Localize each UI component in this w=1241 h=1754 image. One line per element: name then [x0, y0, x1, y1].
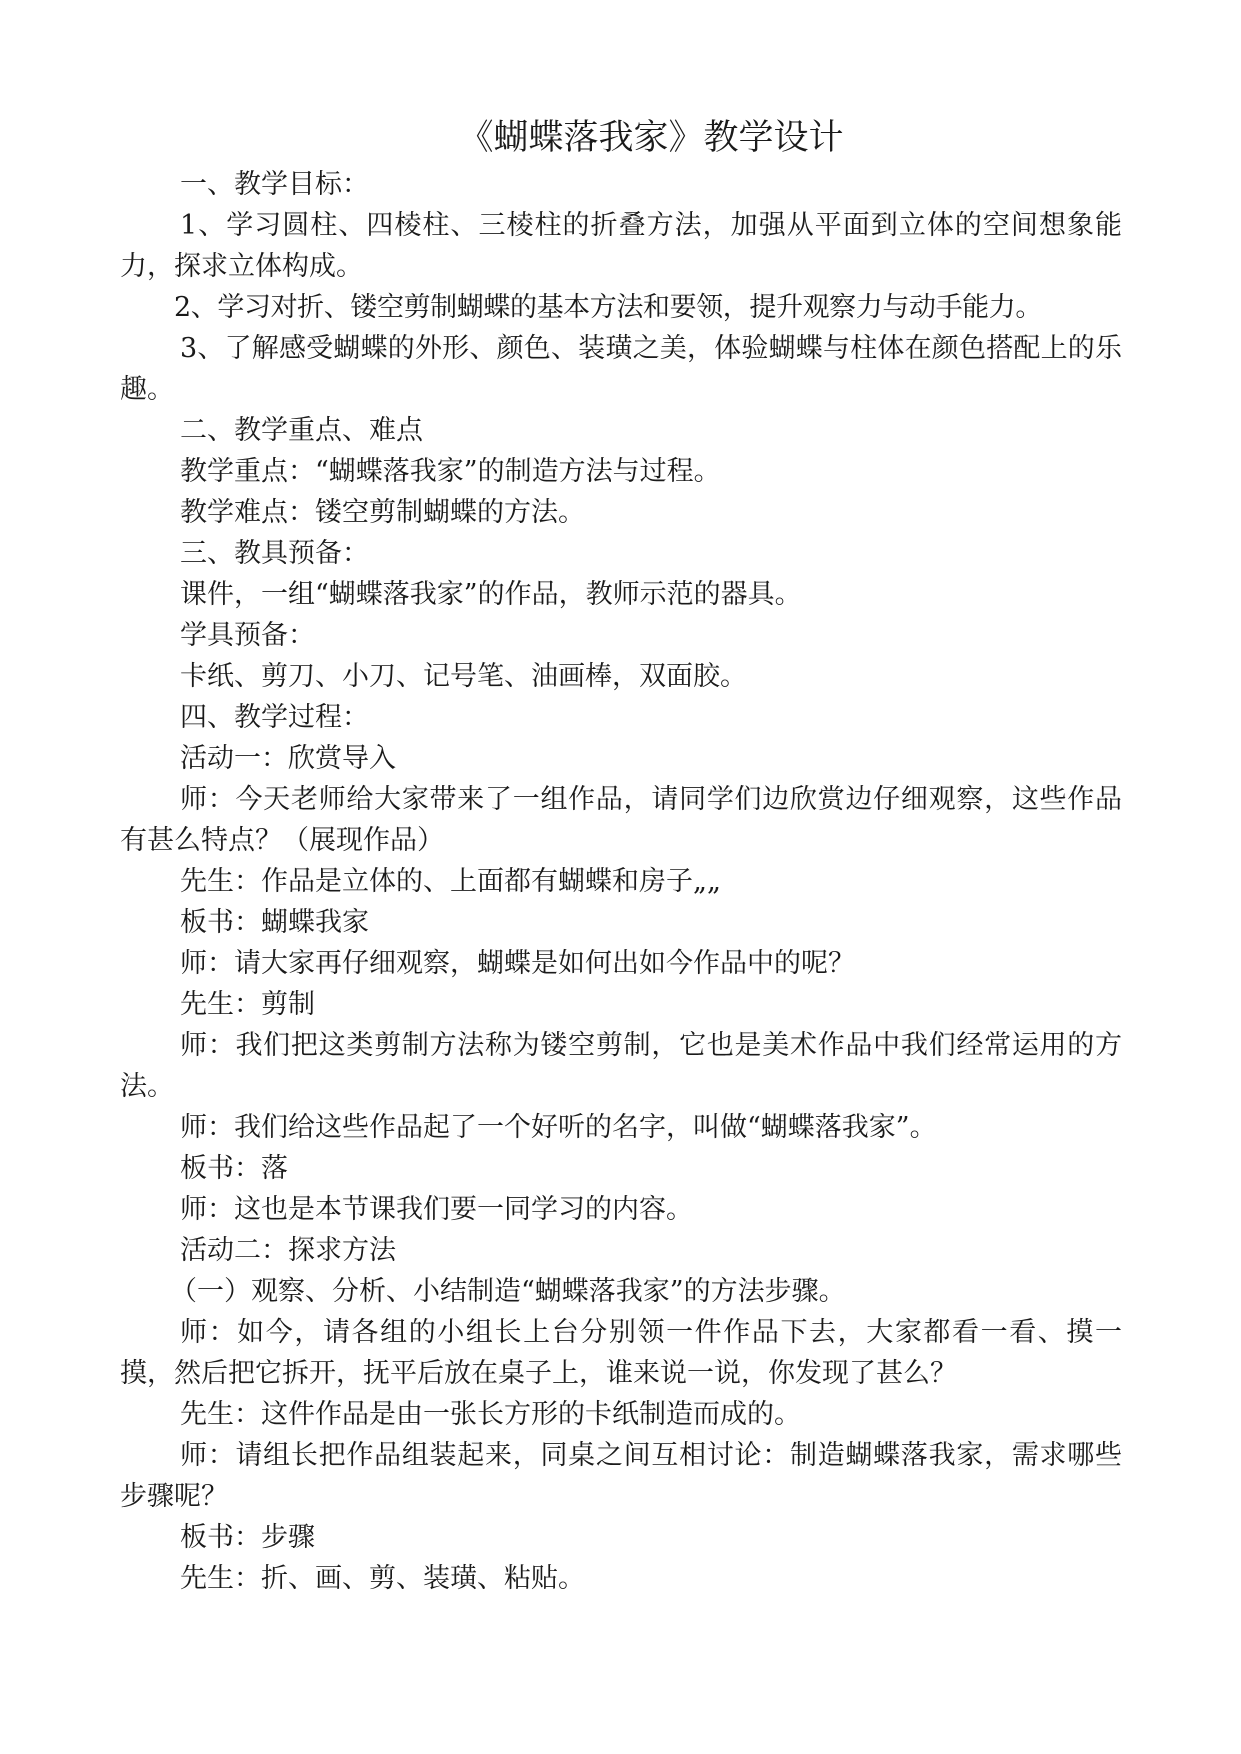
sub-step-heading: （一）观察、分析、小结制造“蝴蝶落我家”的方法步骤。: [170, 1276, 846, 1307]
dialogue-line: 师：这也是本节课我们要一同学习的内容。: [180, 1194, 693, 1225]
teaching-aids: 课件，一组“蝴蝶落我家”的作品，教师示范的器具。: [180, 579, 802, 610]
dialogue-line: 先生：剪制: [180, 989, 315, 1020]
heading-process: 四、教学过程：: [180, 702, 369, 733]
dialogue-line: 师：请组长把作品组装起来，同桌之间互相讨论：制造蝴蝶落我家，需求哪些步骤呢？: [120, 1440, 1122, 1512]
heading-student-tools: 学具预备：: [180, 620, 315, 651]
heading-teaching-aids: 三、教具预备：: [180, 538, 369, 569]
document-page: [120, 112, 1122, 1599]
activity-2-heading: 活动二：探求方法: [180, 1235, 396, 1266]
document-title: 《蝴蝶落我家》教学设计: [458, 118, 844, 158]
dialogue-line: 师：我们给这些作品起了一个好听的名字，叫做“蝴蝶落我家”。: [180, 1112, 937, 1143]
dialogue-line: 先生：作品是立体的、上面都有蝴蝶和房子„„: [180, 866, 721, 897]
dialogue-line: 先生：这件作品是由一张长方形的卡纸制造而成的。: [180, 1399, 801, 1430]
board-writing: 板书：蝴蝶我家: [180, 907, 369, 938]
dialogue-line: 师：如今，请各组的小组长上台分别领一件作品下去，大家都看一看、摸一摸，然后把它拆开，抚平后放在桌子上，谁来说一说，你发现了甚么？: [120, 1317, 1122, 1389]
dialogue-line: 师：请大家再仔细观察，蝴蝶是如何出如今作品中的呢？: [180, 948, 855, 979]
dialogue-line: 师：今天老师给大家带来了一组作品，请同学们边欣赏边仔细观察，这些作品有甚么特点？（展现作品）: [120, 784, 1122, 856]
difficult-point: 教学难点：镂空剪制蝴蝶的方法。: [180, 497, 585, 528]
board-writing: 板书：步骤: [180, 1522, 315, 1553]
board-writing: 板书：落: [180, 1153, 288, 1184]
heading-objectives: 一、教学目标：: [180, 169, 369, 200]
dialogue-line: 先生：折、画、剪、装璜、粘贴。: [180, 1563, 585, 1594]
activity-1-heading: 活动一：欣赏导入: [180, 743, 396, 774]
student-tools: 卡纸、剪刀、小刀、记号笔、油画棒，双面胶。: [180, 661, 747, 692]
key-point: 教学重点：“蝴蝶落我家”的制造方法与过程。: [180, 456, 721, 487]
heading-key-points: 二、教学重点、难点: [180, 415, 423, 446]
objective-1: 1、学习圆柱、四棱柱、三棱柱的折叠方法，加强从平面到立体的空间想象能力，探求立体构成。: [120, 210, 1122, 282]
objective-2: 2、学习对折、镂空剪制蝴蝶的基本方法和要领，提升观察力与动手能力。: [174, 292, 1042, 323]
objective-3: 3、了解感受蝴蝶的外形、颜色、装璜之美，体验蝴蝶与柱体在颜色搭配上的乐趣。: [120, 333, 1122, 405]
dialogue-line: 师：我们把这类剪制方法称为镂空剪制，它也是美术作品中我们经常运用的方法。: [120, 1030, 1122, 1102]
document-body: [120, 164, 1122, 1599]
